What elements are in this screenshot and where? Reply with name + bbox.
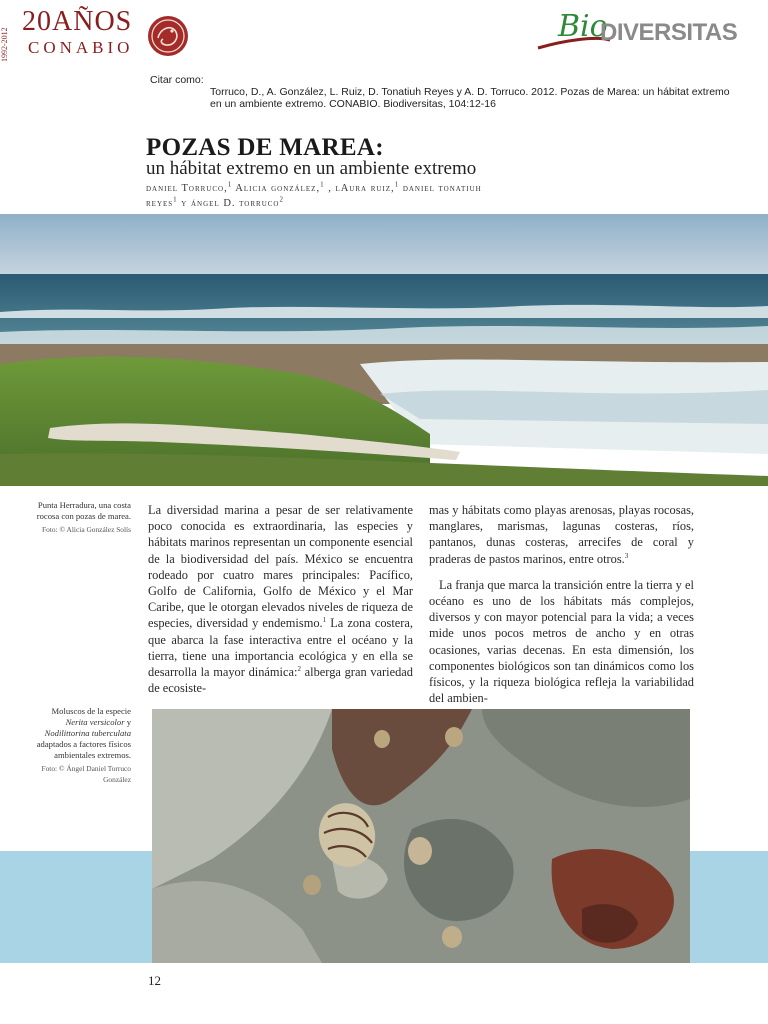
photo-credit: Foto: © Alicia González Solís	[42, 525, 131, 534]
text-run: La diversidad marina a pesar de ser relativamente poco conocida es extraordinaria, las especies y hábitats marinos representan un componente esencial de la biodiversidad del país. México se encuentra rodeado por cuatro mares principales: Pacífico, Golfo de California, Golfo de México y el Mar Caribe, que le otorgan elevados niveles de riqueza de especies, diversidad y endemismo.	[148, 503, 413, 631]
mollusc-photo	[152, 709, 690, 963]
species-name: Nerita versicolor	[65, 717, 125, 727]
text-run: y	[124, 717, 131, 727]
text-run: Moluscos de la especie	[51, 706, 131, 716]
text-run: mas y hábitats como playas arenosas, playas rocosas, manglares, marismas, lagunas costeras, ríos, pantanos, dunas costeras, arrecifes de coral y praderas de pastos marinos, entre otros.	[429, 503, 694, 566]
photo-caption	[28, 706, 131, 785]
author-name: , lAura ruiz,	[324, 183, 395, 194]
text-run: alberga gran variedad de ecosiste-	[148, 665, 414, 696]
conabio-logo: CONABIO	[28, 38, 134, 57]
anniversary-years: 1992-2012	[0, 27, 9, 62]
footnote-ref: 1	[227, 180, 233, 189]
footnote-ref: 1	[320, 180, 325, 189]
photo-caption	[28, 500, 131, 535]
footnote-ref: 2	[279, 195, 284, 204]
caption-text: Punta Herradura, una costa rocosa con pozas de marea.	[36, 500, 131, 521]
article-subtitle: un hábitat extremo en un ambiente extremo	[146, 158, 477, 179]
footnote-ref: 3	[624, 551, 629, 560]
decorative-band-left	[0, 851, 152, 963]
page-number: 12	[148, 973, 161, 988]
conabio-seal-icon	[146, 14, 190, 58]
coast-photo-image	[0, 214, 768, 486]
citation-text: Torruco, D., A. González, L. Ruiz, D. Tonatiuh Reyes y A. D. Torruco. 2012. Pozas de Marea: un hábitat extremo en un ambiente extremo. CONABIO. Biodiversitas, 104:12-16	[210, 86, 730, 110]
footnote-ref: 1	[173, 195, 178, 204]
body-column-1	[148, 502, 413, 696]
footnote-ref: 1	[394, 180, 400, 189]
species-name: Nodilittorina tuberculata	[44, 728, 131, 738]
citation-label: Citar como:	[150, 74, 204, 86]
article-title: POZAS DE MAREA:	[146, 134, 384, 161]
body-column-2	[429, 502, 694, 706]
author-name: reyes	[146, 198, 174, 209]
author-name: daniel tonatiuh	[399, 183, 482, 194]
photo-credit: Foto: © Ángel Daniel Torruco González	[41, 764, 131, 784]
coast-photo	[0, 214, 768, 486]
paragraph: La franja que marca la transición entre la tierra y el océano es uno de los hábitats más complejos, diversos y con mayor potencial para la vida; a veces mide unos pocos metros de ancho y en otras ocasiones, varias decenas. En esta dimensión, los componentes biológicos son tan dinámicos como los físicos, y la riqueza biológica refleja la variabilidad del ambien-	[429, 577, 694, 706]
author-name: daniel Torruco,	[146, 183, 228, 194]
text-run: adaptados a factores físicos ambientales extremos.	[36, 739, 131, 760]
bio-wordmark: Bio	[558, 9, 608, 44]
text-run: La zona costera, que abarca la fase interactiva entre el océano y la tierra, tiene una importancia ecológica y en ella se desarrolla la mayor dinámica:	[148, 616, 414, 680]
footnote-ref: 1	[322, 616, 327, 625]
footnote-ref: 2	[297, 664, 301, 673]
mollusc-photo-image	[152, 709, 690, 963]
paragraph	[429, 502, 694, 567]
decorative-band-right	[690, 851, 768, 963]
author-name: Alicia gonzález,	[232, 183, 321, 194]
author-name: y ángel D. torruco	[177, 198, 280, 209]
diversitas-wordmark: DIVERSITAS	[600, 19, 738, 46]
paragraph	[148, 502, 413, 696]
author-list	[146, 181, 526, 211]
caption-text	[28, 706, 131, 761]
anniversary-logo: 20AÑOS	[22, 6, 133, 37]
